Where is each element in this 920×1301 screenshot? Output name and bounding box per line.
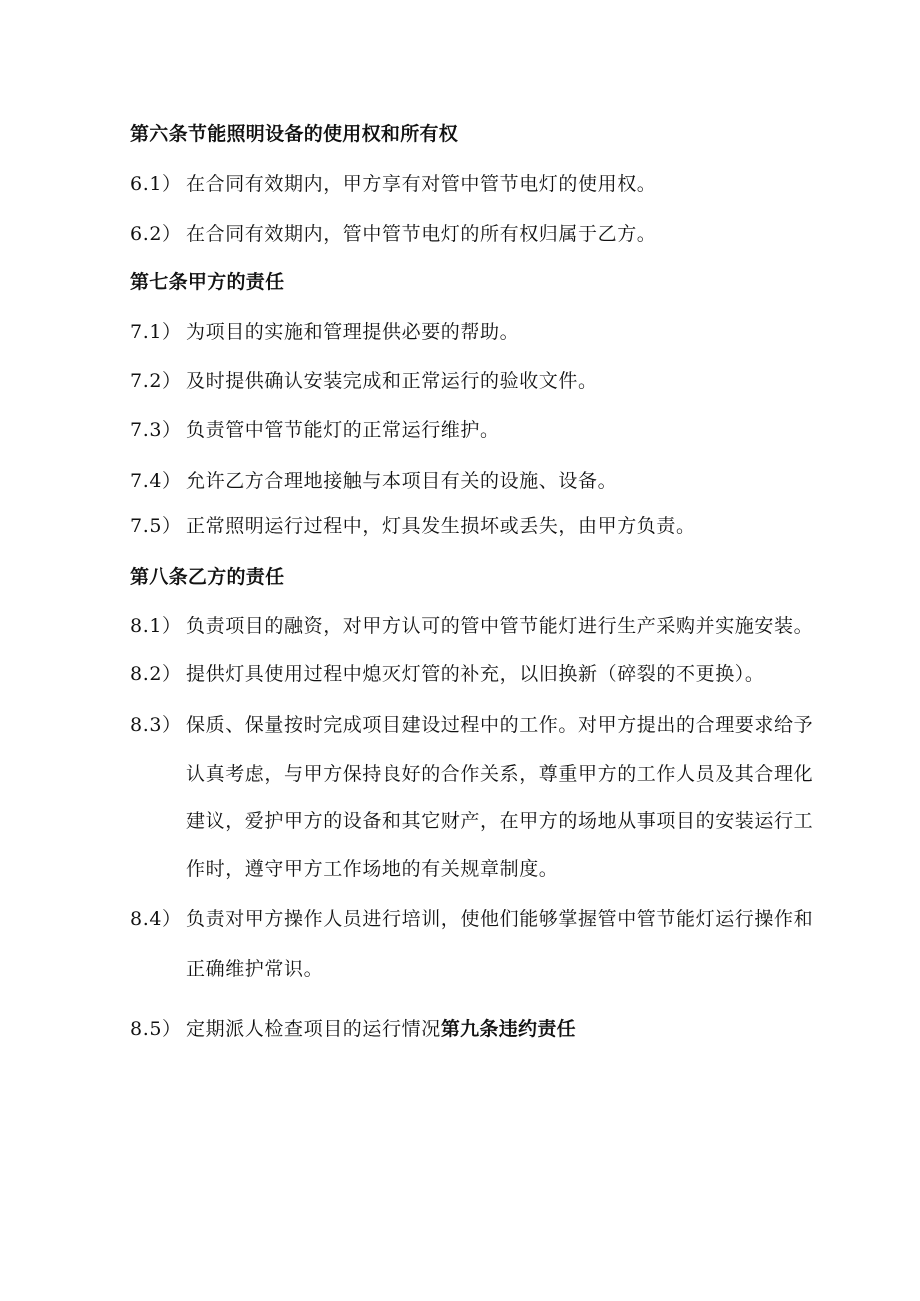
item-text: 负责管中管节能灯的正常运行维护。 xyxy=(186,419,500,441)
item-8-4-line-2: 正确维护常识。 xyxy=(186,958,324,980)
item-number: 7.2） xyxy=(130,370,182,392)
item-number: 6.1） xyxy=(130,173,182,195)
item-7-4 xyxy=(130,466,617,493)
article-6-heading: 第六条节能照明设备的使用权和所有权 xyxy=(130,123,459,145)
item-8-1 xyxy=(130,611,813,638)
item-7-1 xyxy=(130,317,519,344)
item-7-3 xyxy=(130,415,500,442)
item-text: 负责项目的融资，对甲方认可的管中管节能灯进行生产采购并实施安装。 xyxy=(186,615,814,637)
item-text-line: 负责对甲方操作人员进行培训，使他们能够掌握管中管节能灯运行操作和 xyxy=(186,908,814,930)
item-number: 7.4） xyxy=(130,470,182,492)
item-number: 7.3） xyxy=(130,419,182,441)
item-8-2 xyxy=(130,659,765,686)
item-number: 8.2） xyxy=(130,663,182,685)
item-text: 定期派人检查项目的运行情况 xyxy=(186,1018,441,1040)
item-number: 6.2） xyxy=(130,223,182,245)
item-6-1 xyxy=(130,169,656,196)
article-9-heading: 第九条违约责任 xyxy=(440,1018,576,1040)
item-8-3-line-4: 作时，遵守甲方工作场地的有关规章制度。 xyxy=(186,858,559,880)
item-text: 及时提供确认安装完成和正常运行的验收文件。 xyxy=(186,370,598,392)
item-text-line: 保质、保量按时完成项目建设过程中的工作。对甲方提出的合理要求给予 xyxy=(186,714,814,736)
item-text: 提供灯具使用过程中熄灭灯管的补充，以旧换新（碎裂的不更换）。 xyxy=(186,663,765,685)
item-text: 在合同有效期内，管中管节电灯的所有权归属于乙方。 xyxy=(186,223,657,245)
item-7-5 xyxy=(130,511,696,538)
article-7-heading: 第七条甲方的责任 xyxy=(130,271,285,293)
item-8-3-line-3: 建议，爱护甲方的设备和其它财产，在甲方的场地从事项目的安装运行工 xyxy=(186,810,814,832)
item-text: 在合同有效期内，甲方享有对管中管节电灯的使用权。 xyxy=(186,173,657,195)
item-number: 8.4） xyxy=(130,908,182,930)
item-7-2 xyxy=(130,366,598,393)
item-8-3-line-2: 认真考虑，与甲方保持良好的合作关系，尊重甲方的工作人员及其合理化 xyxy=(186,763,814,785)
item-number: 7.1） xyxy=(130,321,182,343)
item-text: 正常照明运行过程中，灯具发生损坏或丢失，由甲方负责。 xyxy=(186,515,696,537)
item-8-4 xyxy=(130,904,813,931)
item-number: 8.5） xyxy=(130,1018,182,1040)
item-number: 7.5） xyxy=(130,515,182,537)
item-8-5 xyxy=(130,1014,576,1041)
item-8-3 xyxy=(130,710,813,737)
item-text: 为项目的实施和管理提供必要的帮助。 xyxy=(186,321,520,343)
item-number: 8.3） xyxy=(130,714,182,736)
article-8-heading: 第八条乙方的责任 xyxy=(130,566,285,588)
item-number: 8.1） xyxy=(130,615,182,637)
item-text: 允许乙方合理地接触与本项目有关的设施、设备。 xyxy=(186,470,618,492)
item-6-2 xyxy=(130,219,656,246)
